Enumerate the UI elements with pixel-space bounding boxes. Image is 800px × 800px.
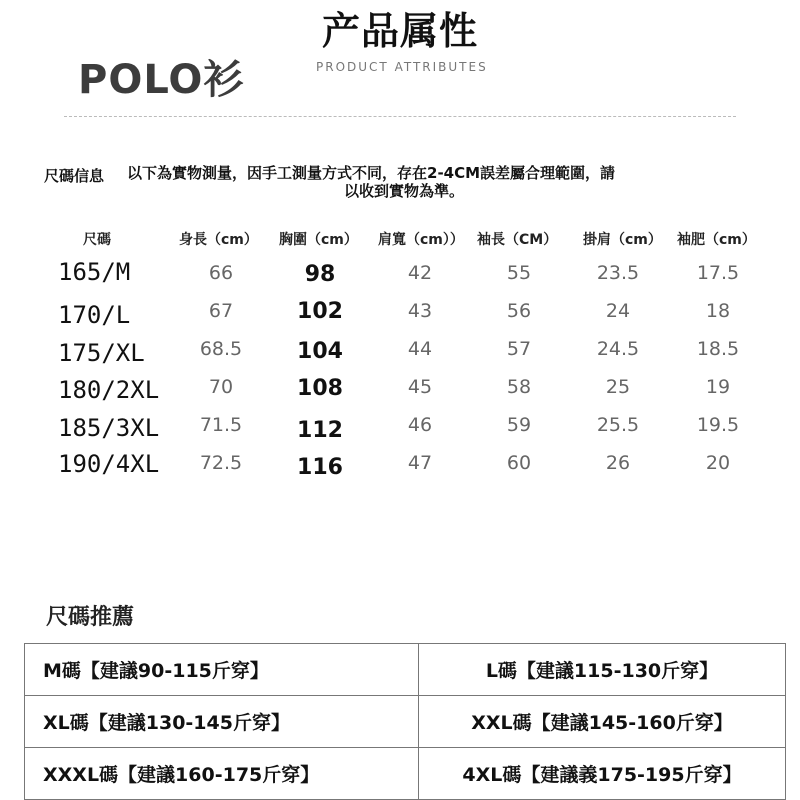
table-cell-shoulder: 44 bbox=[407, 338, 433, 360]
recommendation-cell: M碼【建議90-115斤穿】 bbox=[25, 644, 419, 696]
table-cell-sleeve-width: 20 bbox=[705, 452, 731, 474]
table-cell-sleeve: 59 bbox=[506, 414, 532, 436]
table-row-size: 190/4XL bbox=[58, 450, 160, 478]
table-cell-sleeve: 55 bbox=[506, 262, 532, 284]
size-info-label: 尺碼信息 bbox=[44, 167, 105, 185]
table-cell-sleeve: 60 bbox=[506, 452, 532, 474]
table-cell-length: 68.5 bbox=[199, 338, 243, 360]
table-cell-shoulder: 42 bbox=[407, 262, 433, 284]
table-row bbox=[25, 748, 786, 800]
table-cell-length: 70 bbox=[208, 376, 234, 398]
table-cell-armhole: 24 bbox=[605, 300, 631, 322]
table-cell-shoulder: 43 bbox=[407, 300, 433, 322]
column-header-length: 身長（cm） bbox=[179, 232, 258, 248]
table-cell-shoulder: 47 bbox=[407, 452, 433, 474]
table-cell-sleeve-width: 18 bbox=[705, 300, 731, 322]
table-cell-armhole: 24.5 bbox=[596, 338, 640, 360]
table-row-size: 165/M bbox=[58, 258, 131, 286]
table-cell-length: 67 bbox=[208, 300, 234, 322]
column-header-size: 尺碼 bbox=[83, 232, 111, 248]
table-cell-shoulder: 46 bbox=[407, 414, 433, 436]
table-cell-sleeve: 56 bbox=[506, 300, 532, 322]
table-row-size: 175/XL bbox=[58, 339, 145, 367]
table-cell-sleeve: 58 bbox=[506, 376, 532, 398]
table-cell-armhole: 26 bbox=[605, 452, 631, 474]
table-cell-sleeve-width: 19 bbox=[705, 376, 731, 398]
table-row-size: 170/L bbox=[58, 301, 131, 329]
table-cell-sleeve-width: 17.5 bbox=[696, 262, 740, 284]
column-header-bust: 胸圍（cm） bbox=[279, 232, 358, 248]
recommendation-cell: XL碼【建議130-145斤穿】 bbox=[25, 696, 419, 748]
table-cell-armhole: 25 bbox=[605, 376, 631, 398]
table-cell-sleeve: 57 bbox=[506, 338, 532, 360]
recommendation-cell: XXL碼【建議145-160斤穿】 bbox=[419, 696, 786, 748]
size-recommendation-table bbox=[24, 643, 786, 800]
table-cell-length: 72.5 bbox=[199, 452, 243, 474]
table-cell-sleeve-width: 19.5 bbox=[696, 414, 740, 436]
recommendation-cell: 4XL碼【建議義175-195斤穿】 bbox=[419, 748, 786, 800]
page-subtitle: PRODUCT ATTRIBUTES bbox=[316, 60, 488, 74]
table-row bbox=[25, 696, 786, 748]
table-cell-bust: 108 bbox=[297, 376, 343, 401]
recommendation-cell: L碼【建議115-130斤穿】 bbox=[419, 644, 786, 696]
table-cell-length: 66 bbox=[208, 262, 234, 284]
size-recommendation-title: 尺碼推薦 bbox=[46, 605, 135, 630]
table-cell-bust: 116 bbox=[297, 455, 343, 480]
table-row-size: 185/3XL bbox=[58, 414, 160, 442]
dashed-divider bbox=[64, 116, 736, 117]
table-cell-bust: 112 bbox=[297, 418, 343, 443]
brand-title: POLO衫 bbox=[78, 57, 245, 103]
table-row bbox=[25, 644, 786, 696]
table-cell-armhole: 25.5 bbox=[596, 414, 640, 436]
table-cell-bust: 104 bbox=[297, 339, 343, 364]
column-header-sleeve: 袖長（CM） bbox=[477, 232, 558, 248]
table-cell-bust: 98 bbox=[304, 262, 336, 287]
column-header-sleeve-width: 袖肥（cm） bbox=[677, 232, 756, 248]
page-title: 产品属性 bbox=[321, 8, 478, 53]
table-cell-length: 71.5 bbox=[199, 414, 243, 436]
table-cell-shoulder: 45 bbox=[407, 376, 433, 398]
table-cell-sleeve-width: 18.5 bbox=[696, 338, 740, 360]
table-row-size: 180/2XL bbox=[58, 376, 160, 404]
size-info-note-line1: 以下為實物測量，因手工測量方式不同，存在2-4CM誤差屬合理範圍，請 bbox=[127, 164, 616, 182]
column-header-armhole: 掛肩（cm） bbox=[583, 232, 662, 248]
table-cell-armhole: 23.5 bbox=[596, 262, 640, 284]
size-info-note-line2: 以收到實物為準。 bbox=[344, 182, 465, 200]
table-cell-bust: 102 bbox=[297, 299, 343, 324]
column-header-shoulder: 肩寬（cm）） bbox=[378, 232, 464, 248]
recommendation-cell: XXXL碼【建議160-175斤穿】 bbox=[25, 748, 419, 800]
